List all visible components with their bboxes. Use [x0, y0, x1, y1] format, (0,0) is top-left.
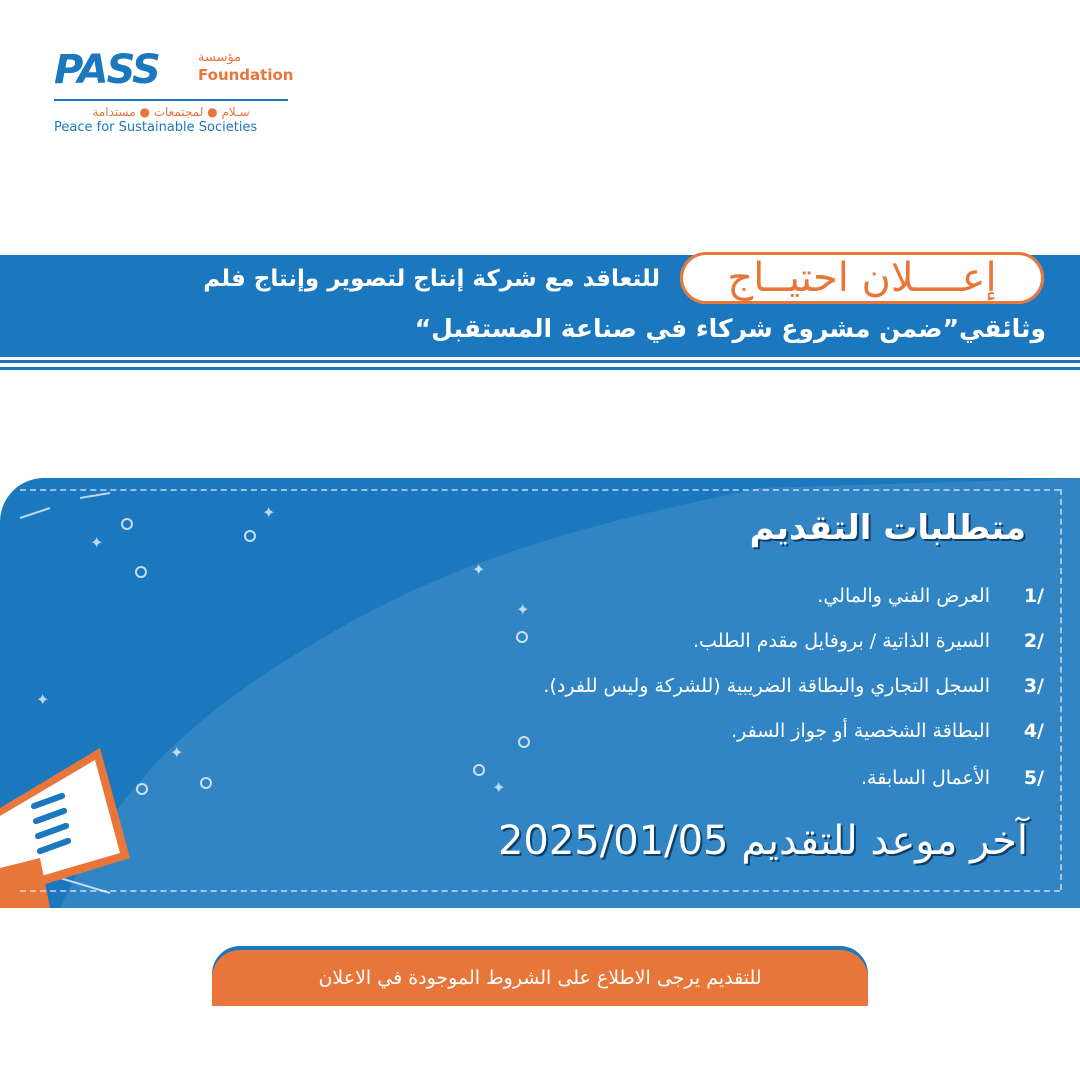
logo-divider: [54, 99, 288, 101]
requirement-item: [300, 717, 1044, 745]
requirement-number: /1: [1023, 585, 1044, 607]
requirement-text: الأعمال السابقة.: [860, 767, 990, 789]
logo-arabic-word: مؤسسة: [198, 50, 242, 65]
requirements-title: متطلبات التقديم: [749, 508, 1026, 548]
footer-note: للتقديم يرجى الاطلاع على الشروط الموجودة في الاعلان: [318, 967, 762, 989]
dashed-border-top: [20, 489, 1060, 491]
requirement-item: [300, 672, 1044, 700]
requirement-item: [300, 582, 1044, 610]
logo-wordmark: PASS: [54, 47, 159, 93]
requirement-number: /3: [1023, 675, 1044, 697]
requirement-text: العرض الفني والمالي.: [817, 585, 990, 607]
logo-tagline-ar: سـلام ● لمجتمعات ● مستدامة: [92, 105, 250, 119]
logo-tagline-en: Peace for Sustainable Societies: [54, 120, 258, 135]
megaphone-icon: [0, 738, 140, 908]
requirement-number: /4: [1023, 720, 1044, 742]
sparkle-icon: ✦: [262, 503, 276, 522]
sparkle-icon: ✦: [492, 778, 506, 797]
ring-decoration: [136, 783, 148, 795]
requirement-text: السجل التجاري والبطاقة الضريبية (للشركة وليس للفرد).: [543, 675, 990, 697]
sparkle-icon: ✦: [516, 600, 530, 619]
header-rule-2: [0, 367, 1080, 370]
logo-english-word: Foundation: [198, 66, 294, 84]
announcement-badge: إعــــلان احتيــاج: [727, 255, 997, 301]
header-line-1: للتعاقد مع شركة إنتاج لتصوير وإنتاج فلم: [203, 266, 660, 292]
requirement-number: /2: [1023, 630, 1044, 652]
header-line-2: وثائقي”ضمن مشروع شركاء في صناعة المستقبل“: [414, 314, 1046, 343]
requirement-item: [300, 627, 1044, 655]
sparkle-icon: ✦: [90, 533, 104, 552]
ring-decoration: [200, 777, 212, 789]
ring-decoration: [121, 518, 133, 530]
sparkle-icon: ✦: [170, 743, 184, 762]
ring-decoration: [244, 530, 256, 542]
pass-logo: [52, 46, 292, 138]
sparkle-icon: ✦: [472, 560, 486, 579]
requirement-text: السيرة الذاتية / بروفايل مقدم الطلب.: [693, 630, 990, 652]
dashed-border-bottom: [20, 890, 1060, 892]
ring-decoration: [135, 566, 147, 578]
application-deadline: آخر موعد للتقديم 2025/01/05: [497, 818, 1028, 864]
requirement-number: /5: [1023, 767, 1044, 789]
requirement-text: البطاقة الشخصية أو جواز السفر.: [731, 720, 990, 742]
sparkle-icon: ✦: [36, 690, 50, 709]
dashed-border-right: [1060, 489, 1062, 890]
header-rule-1: [0, 360, 1080, 363]
requirement-item: [300, 764, 1044, 792]
